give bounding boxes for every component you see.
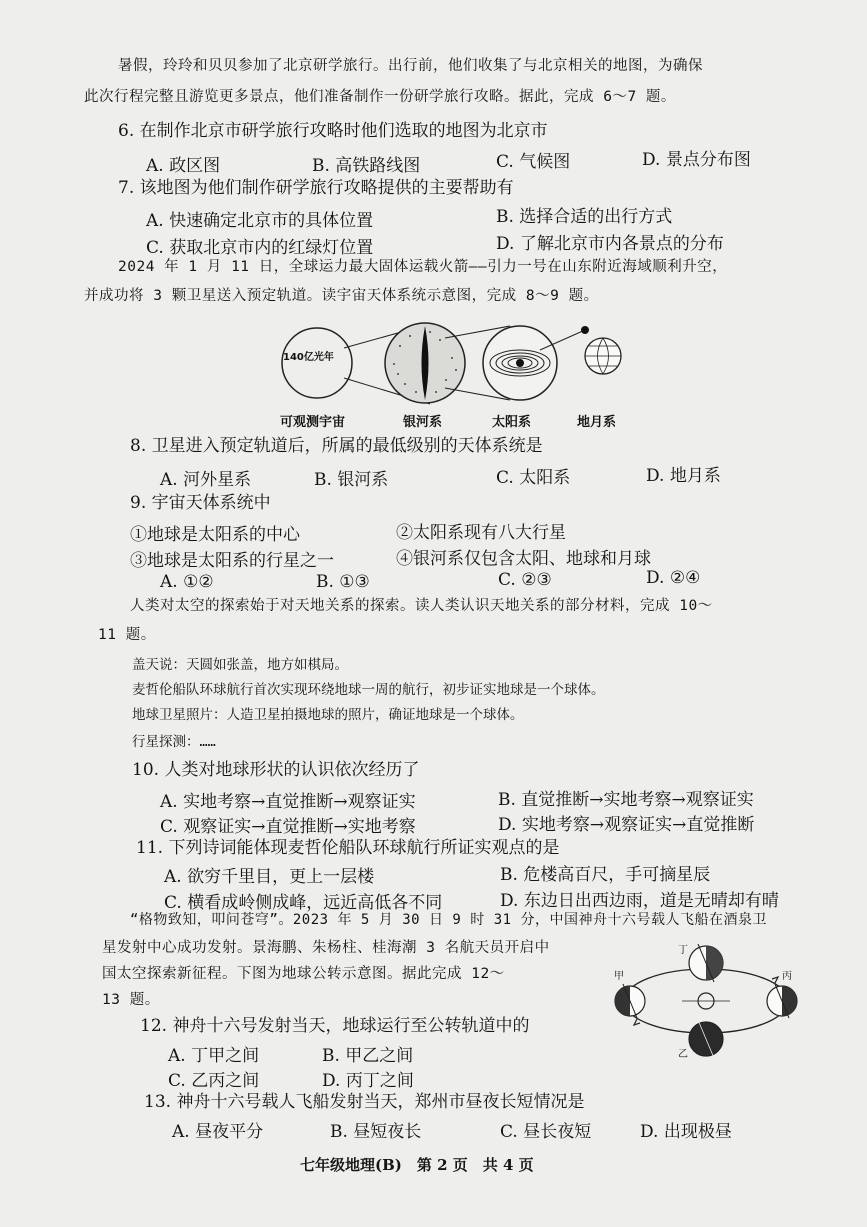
q11-option-c[interactable]: C. 横看成岭侧成峰，远近高低各不同: [164, 893, 443, 913]
q11-option-d[interactable]: D. 东边日出西边雨，道是无晴却有晴: [500, 891, 779, 911]
q8-option-a[interactable]: A. 河外星系: [160, 470, 252, 490]
q9-statement-1: ①地球是太阳系的中心: [130, 525, 300, 545]
earth-revolution-diagram: [612, 935, 800, 1065]
q13-option-b[interactable]: B. 昼短夜长: [330, 1122, 422, 1142]
caption-observable-universe: 可观测宇宙: [280, 415, 346, 430]
label-ding: 丁: [678, 945, 688, 956]
q9-statement-3: ③地球是太阳系的行星之一: [130, 551, 334, 571]
q6-option-b[interactable]: B. 高铁路线图: [312, 156, 421, 176]
q12-option-a[interactable]: A. 丁甲之间: [168, 1046, 260, 1066]
q11-option-b[interactable]: B. 危楼高百尺，手可摘星辰: [500, 865, 711, 885]
question-8-stem: 8. 卫星进入预定轨道后，所属的最低级别的天体系统是: [130, 436, 543, 456]
question-9-stem: 9. 宇宙天体系统中: [130, 493, 271, 513]
question-12-stem: 12. 神舟十六号发射当天，地球运行至公转轨道中的: [140, 1016, 530, 1036]
intro-passage-12-13-line2: 星发射中心成功发射。景海鹏、朱杨柱、桂海潮 3 名航天员开启中: [102, 940, 550, 956]
q9-option-c[interactable]: C. ②③: [498, 570, 552, 590]
label-bing: 丙: [782, 971, 792, 982]
q9-option-d[interactable]: D. ②④: [646, 568, 701, 588]
material-magellan: 麦哲伦船队环球航行首次实现环绕地球一周的航行，初步证实地球是一个球体。: [132, 682, 605, 698]
intro-passage-6-7: 暑假，玲玲和贝贝参加了北京研学旅行。出行前，他们收集了与北京相关的地图，为确保: [118, 58, 703, 74]
q7-option-a[interactable]: A. 快速确定北京市的具体位置: [146, 211, 374, 231]
intro-passage-10-11-cont: 11 题。: [98, 627, 156, 643]
question-11-stem: 11. 下列诗词能体现麦哲伦船队环球航行所证实观点的是: [136, 838, 560, 858]
q8-option-c[interactable]: C. 太阳系: [496, 468, 571, 488]
q8-option-d[interactable]: D. 地月系: [646, 466, 721, 486]
q13-option-a[interactable]: A. 昼夜平分: [172, 1122, 264, 1142]
q9-option-b[interactable]: B. ①③: [316, 572, 370, 592]
q9-statement-4: ④银河系仅包含太阳、地球和月球: [396, 549, 651, 569]
question-6-stem: 6. 在制作北京市研学旅行攻略时他们选取的地图为北京市: [118, 121, 548, 141]
question-7-stem: 7. 该地图为他们制作研学旅行攻略提供的主要帮助有: [118, 178, 514, 198]
q10-option-c[interactable]: C. 观察证实→直觉推断→实地考察: [160, 817, 416, 837]
cosmic-system-diagram: [270, 318, 640, 434]
q7-option-b[interactable]: B. 选择合适的出行方式: [496, 207, 673, 227]
material-gaitian: 盖天说：天圆如张盖，地方如棋局。: [132, 657, 348, 673]
q8-option-b[interactable]: B. 银河系: [314, 470, 389, 490]
material-planet-exploration: 行星探测：……: [132, 734, 216, 750]
intro-passage-12-13-line3: 国太空探索新征程。下图为地球公转示意图。据此完成 12～: [102, 966, 505, 982]
q11-option-a[interactable]: A. 欲穷千里目，更上一层楼: [164, 867, 375, 887]
q7-option-d[interactable]: D. 了解北京市内各景点的分布: [496, 234, 724, 254]
q10-option-d[interactable]: D. 实地考察→观察证实→直觉推断: [498, 815, 755, 835]
q6-option-c[interactable]: C. 气候图: [496, 152, 571, 172]
q10-option-b[interactable]: B. 直觉推断→实地考察→观察证实: [498, 790, 754, 810]
intro-passage-8-9: 2024 年 1 月 11 日，全球运力最大固体运载火箭——引力一号在山东附近海域顺利升空，: [118, 259, 728, 275]
q10-option-a[interactable]: A. 实地考察→直觉推断→观察证实: [160, 792, 416, 812]
q13-option-c[interactable]: C. 昼长夜短: [500, 1122, 592, 1142]
question-13-stem: 13. 神舟十六号载人飞船发射当天，郑州市昼夜长短情况是: [144, 1092, 585, 1112]
intro-passage-12-13: “格物致知，叩问苍穹”。2023 年 5 月 30 日 9 时 31 分，中国神舟十六号载人飞船在酒泉卫: [130, 912, 768, 928]
q12-option-b[interactable]: B. 甲乙之间: [322, 1046, 414, 1066]
label-jia: 甲: [614, 971, 624, 982]
q6-option-a[interactable]: A. 政区图: [146, 156, 221, 176]
material-satellite-photo: 地球卫星照片：人造卫星拍摄地球的照片，确证地球是一个球体。: [132, 707, 524, 723]
caption-earth-moon-system: 地月系: [577, 415, 617, 430]
q12-option-c[interactable]: C. 乙丙之间: [168, 1071, 260, 1091]
intro-passage-10-11: 人类对太空的探索始于对天地关系的探索。读人类认识天地关系的部分材料，完成 10～: [130, 598, 713, 614]
page-footer: 七年级地理(B) 第 2 页 共 4 页: [300, 1156, 534, 1174]
q7-option-c[interactable]: C. 获取北京市内的红绿灯位置: [146, 238, 374, 258]
q9-option-a[interactable]: A. ①②: [160, 572, 214, 592]
label-yi: 乙: [678, 1049, 688, 1060]
intro-passage-6-7-cont: 此次行程完整且游览更多景点，他们准备制作一份研学旅行攻略。据此，完成 6～7 题。: [84, 89, 676, 105]
q6-option-d[interactable]: D. 景点分布图: [642, 150, 751, 170]
intro-passage-12-13-line4: 13 题。: [102, 992, 160, 1008]
q13-option-d[interactable]: D. 出现极昼: [640, 1122, 732, 1142]
intro-passage-8-9-cont: 并成功将 3 颗卫星送入预定轨道。读宇宙天体系统示意图，完成 8～9 题。: [84, 288, 599, 304]
caption-solar-system: 太阳系: [492, 415, 532, 430]
q12-option-d[interactable]: D. 丙丁之间: [322, 1071, 414, 1091]
question-10-stem: 10. 人类对地球形状的认识依次经历了: [132, 760, 420, 780]
q9-statement-2: ②太阳系现有八大行星: [396, 523, 566, 543]
caption-galaxy: 银河系: [403, 415, 443, 430]
distance-label: 140亿光年: [283, 352, 334, 363]
